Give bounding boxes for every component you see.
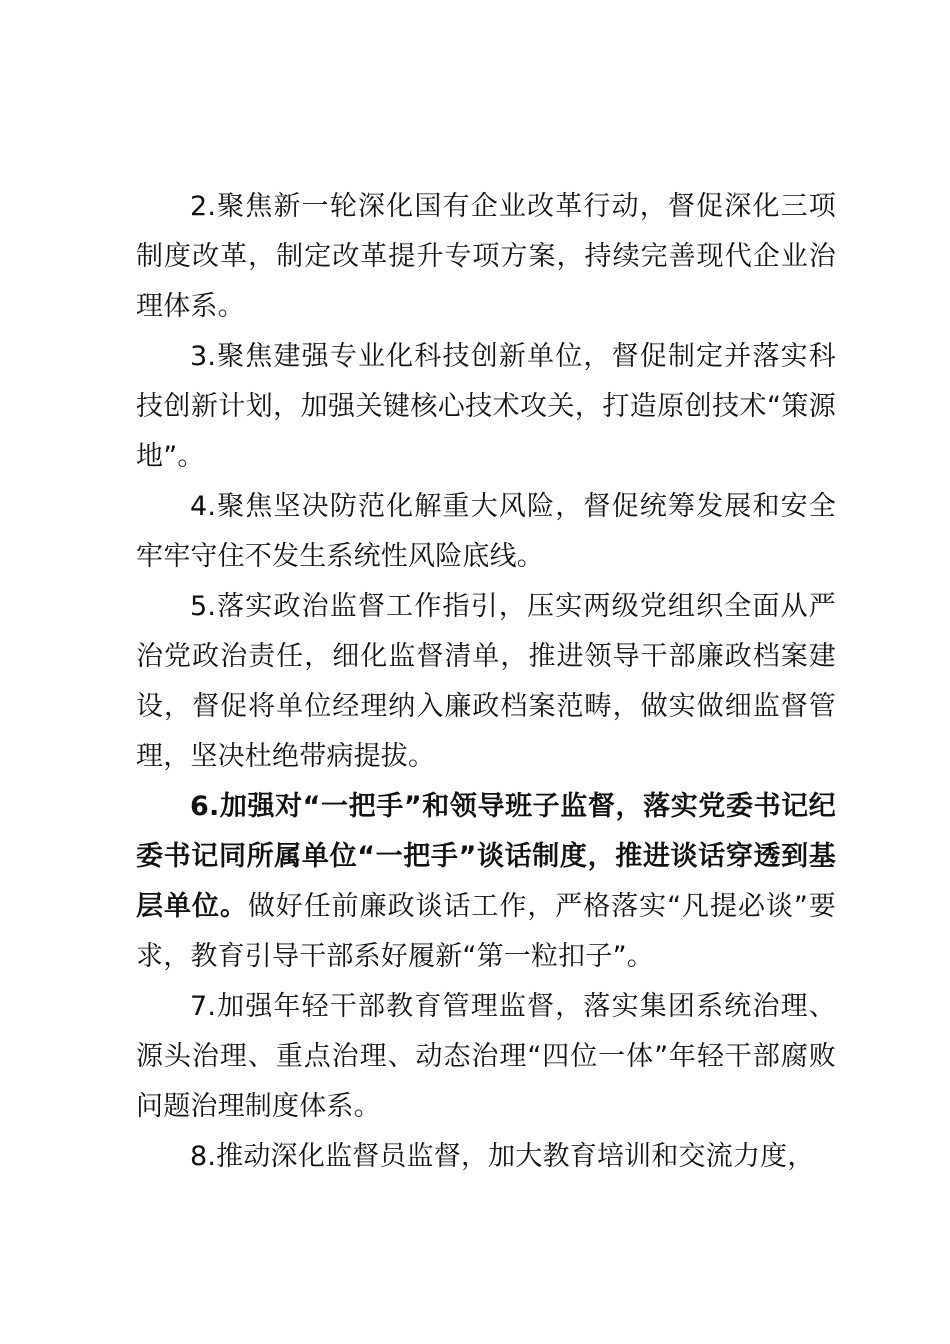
paragraph-text: 8.推动深化监督员监督，加大教育培训和交流力度， bbox=[190, 1141, 815, 1172]
paragraph-item-3 bbox=[136, 332, 836, 482]
paragraph-text: 7.加强年轻干部教育管理监督，落实集团系统治理、源头治理、重点治理、动态治理“四位一体”年轻干部腐败问题治理制度体系。 bbox=[136, 991, 836, 1122]
paragraph-text: 3.聚焦建强专业化科技创新单位，督促制定并落实科技创新计划，加强关键核心技术攻关，打造原创技术“策源地”。 bbox=[136, 341, 836, 472]
paragraph-text: 做好任前廉政谈话工作，严格落实“凡提必谈”要求，教育引导干部系好履新“第一粒扣子”。 bbox=[136, 891, 836, 972]
document-body bbox=[136, 182, 836, 1182]
paragraph-text: 2.聚焦新一轮深化国有企业改革行动，督促深化三项制度改革，制定改革提升专项方案，持续完善现代企业治理体系。 bbox=[136, 191, 836, 322]
paragraph-item-7 bbox=[136, 982, 836, 1132]
paragraph-item-5 bbox=[136, 582, 836, 782]
paragraph-text: 5.落实政治监督工作指引，压实两级党组织全面从严治党政治责任，细化监督清单，推进领导干部廉政档案建设，督促将单位经理纳入廉政档案范畴，做实做细监督管理，坚决杜绝带病提拔。 bbox=[136, 591, 836, 772]
paragraph-item-8 bbox=[136, 1132, 836, 1182]
paragraph-item-6 bbox=[136, 782, 836, 982]
paragraph-bold-lead: 6.加强对“一把手”和领导班子监督，落实党委书记纪委书记同所属单位“一把手”谈话制度，推进谈话穿透到基层单位。 bbox=[136, 791, 836, 922]
paragraph-item-2 bbox=[136, 182, 836, 332]
paragraph-text: 4.聚焦坚决防范化解重大风险，督促统筹发展和安全牢牢守住不发生系统性风险底线。 bbox=[136, 491, 836, 572]
paragraph-item-4 bbox=[136, 482, 836, 582]
